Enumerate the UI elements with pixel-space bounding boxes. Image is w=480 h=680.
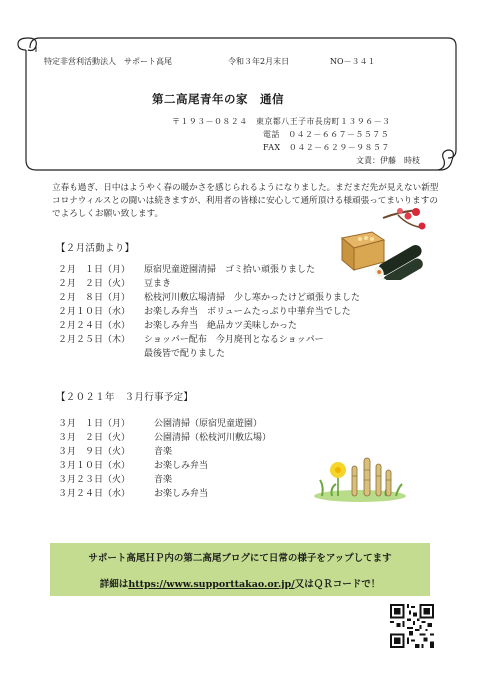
phone-number: 電話 ０４２－６６７－５５７５ [263, 130, 389, 139]
detail-prefix: 詳細は [99, 579, 129, 590]
schedule-date: ３月１０日（水） [58, 461, 131, 471]
activity-text: 原宿児童遊園清掃 ゴミ拾い頑張りました [144, 265, 316, 275]
detail-suffix: 又はＱＲコードで！ [294, 579, 381, 590]
postal-address: 〒１９３－０８２４ 東京都八王子市長房町１３９６－３ [172, 117, 391, 126]
blog-notice-banner [50, 543, 430, 569]
activity-text: お楽しみ弁当 絶品カツ美味しかった [144, 321, 298, 331]
schedule-text: 公園清掃（原宿児童遊園） [154, 419, 263, 429]
activity-text: 豆まき [144, 279, 172, 289]
author: 文責：伊藤 時枝 [356, 156, 420, 165]
setsubun-illustration-icon [338, 208, 432, 280]
activity-text: 松枝河川敷広場清掃 少し寒かったけど頑張りました [144, 293, 361, 303]
detail-line [50, 576, 430, 590]
schedule-date: ３月２３日（火） [58, 475, 131, 485]
activity-date: ２月２５日（木） [58, 335, 131, 345]
schedule-text: お楽しみ弁当 [154, 489, 209, 499]
schedule-date: ３月２４日（水） [58, 489, 131, 499]
activity-date: ２月 ２日（火） [58, 279, 131, 289]
org-name: 特定非営利活動法人 サポート高尾 [44, 57, 172, 66]
qr-code-icon[interactable] [390, 604, 434, 648]
newsletter-title: 第二高尾青年の家 通信 [152, 92, 284, 106]
activity-text: 最後皆で配りました [144, 349, 226, 359]
activity-date: ２月１０日（水） [58, 307, 131, 317]
issue-date: 令和３年2月末日 [228, 57, 290, 66]
schedule-text: 音楽 [154, 447, 173, 457]
schedule-text: 音楽 [154, 475, 173, 485]
website-link[interactable]: https://www.supporttakao.or.jp/ [128, 579, 295, 590]
intro-paragraph: 立春も過ぎ、日中はようやく春の暖かさを感じられるようになりました。まだまだ先が見えない新型コロナウィルスとの闘いは続きますが、利用者の皆様に安心して通所頂ける様頑張ってまいりますのでよろしくお願い致します。 [52, 183, 439, 219]
activity-date: ２月 １日（月） [58, 265, 131, 275]
schedule-text: お楽しみ弁当 [154, 461, 209, 471]
activity-date: ２月２４日（水） [58, 321, 131, 331]
schedule-date: ３月 １日（月） [58, 419, 131, 429]
activity-text: お楽しみ弁当 ボリュームたっぷり中華弁当でした [144, 307, 351, 317]
activity-text: ショッパー配布 今月廃刊となるショッパー [144, 335, 324, 345]
issue-number: NO－３４１ [330, 57, 376, 66]
schedule-text: 公園清掃（松枝河川敷広場） [154, 433, 272, 443]
schedule-date: ３月 ９日（火） [58, 447, 131, 457]
spring-sprouts-illustration-icon [312, 446, 408, 502]
schedule-date: ３月 ２日（火） [58, 433, 131, 443]
march-heading: 【２０２１年 ３月行事予定】 [56, 392, 194, 403]
activity-date: ２月 ８日（月） [58, 293, 131, 303]
detail-banner [50, 569, 430, 596]
blog-notice-text: サポート高尾ＨＰ内の第二高尾ブログにて日常の様子をアップしてます [88, 553, 392, 564]
fax-number: FAX ０４２－６２９－９８５７ [263, 143, 390, 152]
february-heading: 【２月活動より】 [56, 243, 135, 254]
